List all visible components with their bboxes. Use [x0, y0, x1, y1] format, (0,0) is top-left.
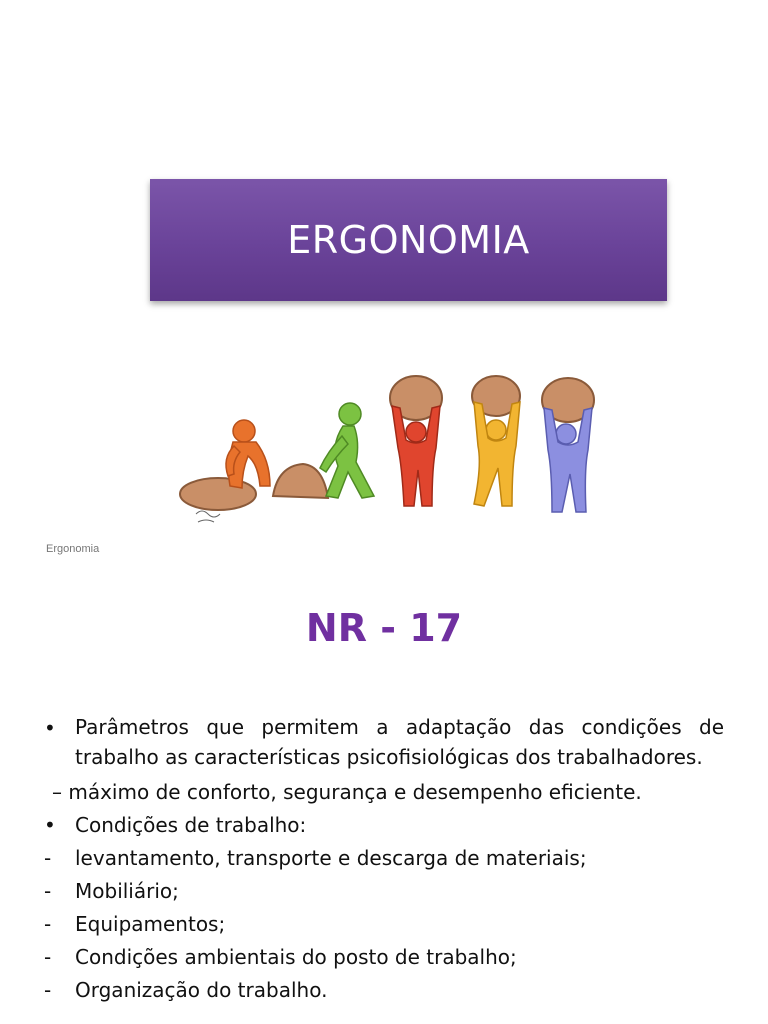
- list-item: [44, 908, 724, 941]
- bullet-marker: •: [44, 716, 56, 740]
- list-item-text: levantamento, transporte e descarga de materiais;: [75, 846, 587, 870]
- list-item-text: Organização do trabalho.: [75, 978, 328, 1002]
- list-item: [44, 712, 724, 776]
- list-item: [44, 941, 724, 974]
- slide-nr17: [0, 576, 768, 1024]
- list-item: [44, 842, 724, 875]
- dash-marker: -: [44, 846, 52, 870]
- list-item-text: – máximo de conforto, segurança e desempenho eficiente.: [52, 780, 642, 804]
- dash-marker: -: [44, 879, 52, 903]
- list-item: [44, 875, 724, 908]
- list-item-text: Condições de trabalho:: [75, 813, 307, 837]
- people-lifting-load-illustration-icon: [178, 336, 598, 546]
- list-item-text: Equipamentos;: [75, 912, 226, 936]
- list-item: [44, 974, 724, 1007]
- list-item-text: Mobiliário;: [75, 879, 179, 903]
- list-item: [44, 776, 724, 809]
- dash-marker: -: [44, 945, 52, 969]
- bullet-marker: •: [44, 813, 56, 837]
- image-caption: Ergonomia: [46, 543, 100, 555]
- list-item-text: Condições ambientais do posto de trabalho;: [75, 945, 517, 969]
- title-banner: [150, 179, 667, 301]
- nr17-heading: NR - 17: [305, 606, 463, 650]
- list-item-text: Parâmetros que permitem a adaptação das condições de trabalho as características psicofisiológicas dos trabalhadores.: [75, 715, 724, 769]
- nr17-content-list: [44, 712, 724, 1007]
- list-item: [44, 809, 724, 842]
- dash-marker: -: [44, 978, 52, 1002]
- slide-title: ERGONOMIA: [287, 218, 530, 262]
- dash-marker: -: [44, 912, 52, 936]
